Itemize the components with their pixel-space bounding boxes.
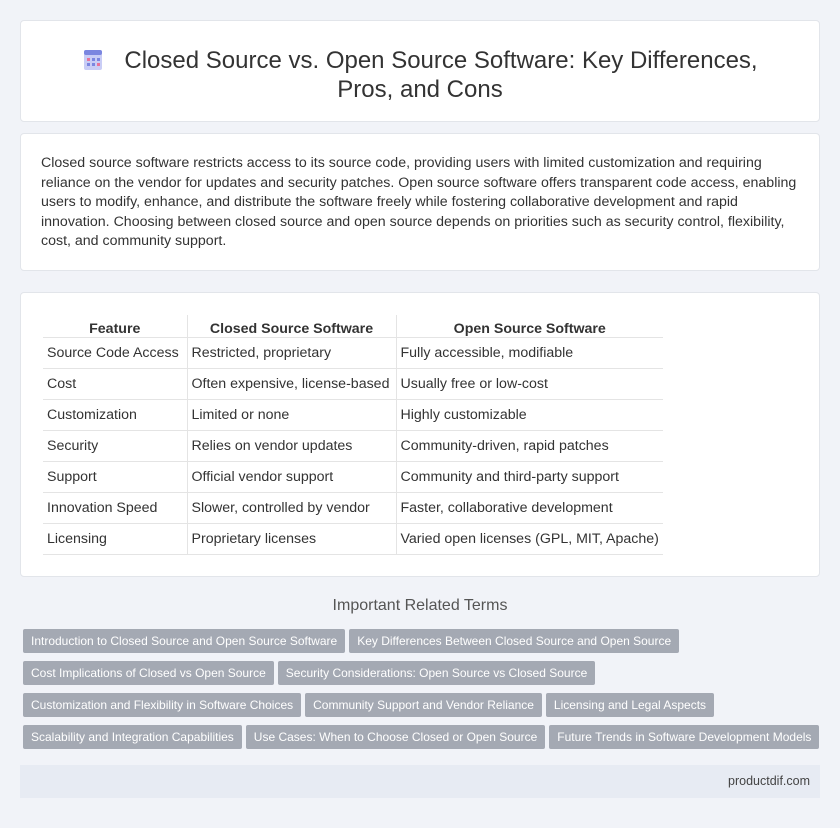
title-wrap — [61, 46, 779, 104]
column-header-open-source: Open Source Software — [396, 315, 663, 337]
open-source-cell: Usually free or low-cost — [396, 368, 663, 399]
open-source-cell: Faster, collaborative development — [396, 492, 663, 523]
column-header-feature: Feature — [43, 315, 187, 337]
closed-source-cell: Restricted, proprietary — [187, 337, 396, 368]
document-icon — [82, 49, 104, 71]
related-term-link[interactable]: Scalability and Integration Capabilities — [23, 725, 242, 749]
table-header-row — [43, 315, 663, 337]
footer-site-name: productdif.com — [728, 774, 810, 788]
comparison-table — [43, 315, 663, 555]
page-title: Closed Source vs. Open Source Software: Key Differences, Pros, and Cons — [124, 47, 758, 103]
comparison-card — [20, 292, 820, 577]
feature-cell: Licensing — [43, 523, 187, 554]
closed-source-cell: Official vendor support — [187, 461, 396, 492]
related-term-link[interactable]: Use Cases: When to Choose Closed or Open Source — [246, 725, 545, 749]
related-terms-title: Important Related Terms — [332, 597, 508, 614]
column-header-closed-source: Closed Source Software — [187, 315, 396, 337]
closed-source-cell: Slower, controlled by vendor — [187, 492, 396, 523]
feature-cell: Source Code Access — [43, 337, 187, 368]
intro-card — [20, 133, 820, 271]
related-term-link[interactable]: Customization and Flexibility in Software Choices — [23, 693, 301, 717]
tag-row — [23, 693, 823, 725]
related-term-link[interactable]: Key Differences Between Closed Source and Open Source — [349, 629, 679, 653]
tag-row — [23, 661, 823, 693]
related-term-link[interactable]: Licensing and Legal Aspects — [546, 693, 714, 717]
feature-cell: Security — [43, 430, 187, 461]
feature-cell: Customization — [43, 399, 187, 430]
tag-row — [23, 725, 823, 757]
table-row — [43, 368, 663, 399]
closed-source-cell: Relies on vendor updates — [187, 430, 396, 461]
closed-source-cell: Often expensive, license-based — [187, 368, 396, 399]
footer — [20, 765, 820, 798]
closed-source-cell: Limited or none — [187, 399, 396, 430]
open-source-cell: Community-driven, rapid patches — [396, 430, 663, 461]
open-source-cell: Highly customizable — [396, 399, 663, 430]
feature-cell: Cost — [43, 368, 187, 399]
related-term-link[interactable]: Introduction to Closed Source and Open Source Software — [23, 629, 345, 653]
table-row — [43, 430, 663, 461]
table-row — [43, 337, 663, 368]
table-row — [43, 461, 663, 492]
tag-row — [23, 629, 823, 661]
feature-cell: Support — [43, 461, 187, 492]
intro-paragraph: Closed source software restricts access to its source code, providing users with limited customization and requiring reliance on the vendor for updates and security patches. Open source software offers transparent code access, enabling users to modify, enhance, and distribute the software freely while fostering collaborative development and rapid innovation. Choosing between closed source and open source depends on priorities such as security control, flexibility, cost, and community support. — [41, 155, 797, 250]
table-row — [43, 492, 663, 523]
open-source-cell: Community and third-party support — [396, 461, 663, 492]
related-term-link[interactable]: Cost Implications of Closed vs Open Source — [23, 661, 274, 685]
open-source-cell: Varied open licenses (GPL, MIT, Apache) — [396, 523, 663, 554]
table-row — [43, 523, 663, 554]
closed-source-cell: Proprietary licenses — [187, 523, 396, 554]
related-term-link[interactable]: Security Considerations: Open Source vs Closed Source — [278, 661, 595, 685]
header-card — [20, 20, 820, 122]
table-row — [43, 399, 663, 430]
related-term-link[interactable]: Future Trends in Software Development Models — [549, 725, 819, 749]
related-term-link[interactable]: Community Support and Vendor Reliance — [305, 693, 542, 717]
related-terms-list — [23, 629, 823, 757]
open-source-cell: Fully accessible, modifiable — [396, 337, 663, 368]
feature-cell: Innovation Speed — [43, 492, 187, 523]
